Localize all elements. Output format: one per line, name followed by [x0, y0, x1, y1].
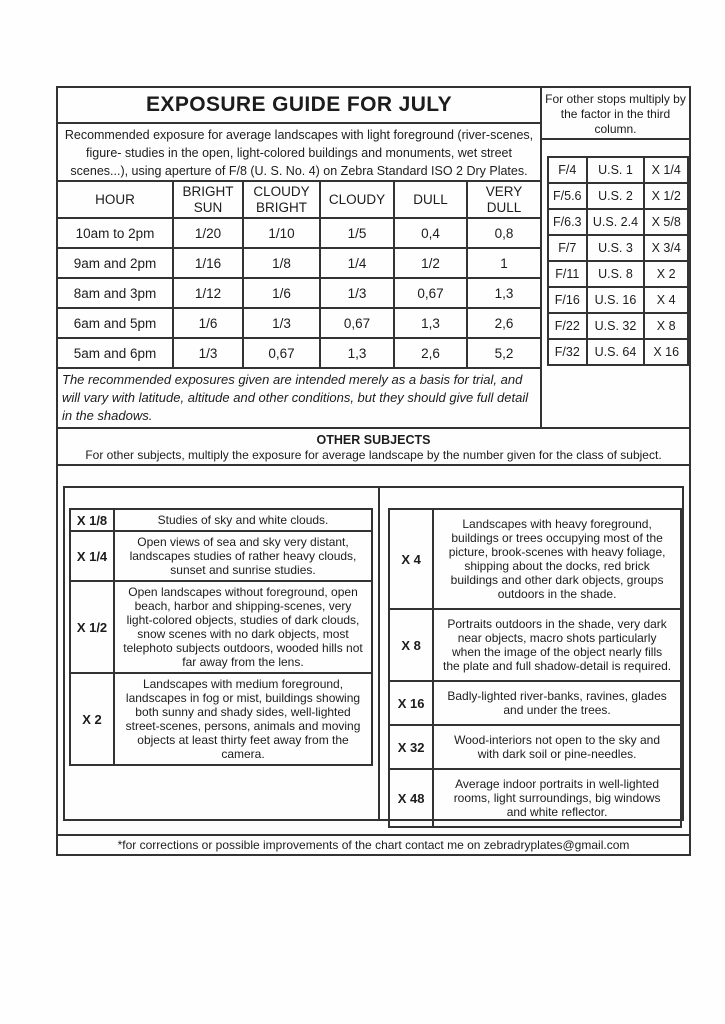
- factor-cell: X 1/4: [644, 157, 688, 183]
- value-cell: 1,3: [394, 308, 467, 338]
- aperture-cell: F/5.6: [548, 183, 587, 209]
- value-cell: 1/6: [173, 308, 243, 338]
- column-header-cloudy: CLOUDY: [320, 182, 394, 218]
- table-row: [58, 248, 540, 278]
- us-number-cell: U.S. 64: [587, 339, 645, 365]
- exposure-table-header-row: [58, 182, 540, 218]
- hour-cell: 6am and 5pm: [58, 308, 173, 338]
- multiplier-description: Wood-interiors not open to the sky and with dark soil or pine-needles.: [433, 725, 681, 769]
- aperture-cell: F/22: [548, 313, 587, 339]
- multiplier-row: [70, 581, 372, 673]
- value-cell: 0,8: [467, 218, 540, 248]
- column-header-dull: DULL: [394, 182, 467, 218]
- column-header-cloudy-bright: CLOUDY BRIGHT: [243, 182, 320, 218]
- multiplier-description: Portraits outdoors in the shade, very dark near objects, macro shots particularly when the image of the object nearly fills the plate and full shadow-detail is required.: [433, 609, 681, 681]
- us-number-cell: U.S. 1: [587, 157, 645, 183]
- fstop-row: [548, 261, 688, 287]
- us-number-cell: U.S. 2: [587, 183, 645, 209]
- table-row: [58, 218, 540, 248]
- multiplier-factor: X 16: [389, 681, 433, 725]
- value-cell: 1/16: [173, 248, 243, 278]
- column-header-very-dull: VERY DULL: [467, 182, 540, 218]
- value-cell: 2,6: [467, 308, 540, 338]
- multiplier-factor: X 4: [389, 509, 433, 609]
- table-row: [58, 278, 540, 308]
- hour-cell: 8am and 3pm: [58, 278, 173, 308]
- table-row: [58, 308, 540, 338]
- aperture-cell: F/11: [548, 261, 587, 287]
- multiplier-row: [70, 509, 372, 531]
- fstop-row: [548, 209, 688, 235]
- multiplier-description: Average indoor portraits in well-lighted rooms, light surroundings, big windows and white reflector.: [433, 769, 681, 827]
- multiplier-row: [389, 725, 681, 769]
- multiplier-box: [63, 486, 684, 821]
- value-cell: 1/12: [173, 278, 243, 308]
- column-header-hour: HOUR: [58, 182, 173, 218]
- exposure-guide-chart: [56, 86, 691, 856]
- value-cell: 1/6: [243, 278, 320, 308]
- hour-cell: 10am to 2pm: [58, 218, 173, 248]
- aperture-cell: F/6.3: [548, 209, 587, 235]
- multiplier-description: Open landscapes without foreground, open beach, harbor and shipping-scenes, very light-colored objects, studies of dark clouds, snow scenes with no dark objects, most telephoto subjects outdoors, wooded hills not far away from the lens.: [114, 581, 372, 673]
- value-cell: 2,6: [394, 338, 467, 367]
- aperture-cell: F/4: [548, 157, 587, 183]
- value-cell: 0,67: [320, 308, 394, 338]
- table-row: [58, 338, 540, 367]
- value-cell: 1/3: [320, 278, 394, 308]
- us-number-cell: U.S. 2.4: [587, 209, 645, 235]
- multiplier-factor: X 32: [389, 725, 433, 769]
- factor-cell: X 2: [644, 261, 688, 287]
- factor-cell: X 16: [644, 339, 688, 365]
- us-number-cell: U.S. 3: [587, 235, 645, 261]
- hour-cell: 9am and 2pm: [58, 248, 173, 278]
- hour-cell: 5am and 6pm: [58, 338, 173, 367]
- aperture-cell: F/7: [548, 235, 587, 261]
- fstop-row: [548, 339, 688, 365]
- multiplier-description: Landscapes with heavy foreground, buildings or trees occupying most of the picture, brook-scenes with heavy foliage, shipping about the docks, red brick buildings and other dark objects, groups outdoors in the shade.: [433, 509, 681, 609]
- aperture-cell: F/16: [548, 287, 587, 313]
- multiplier-factor: X 2: [70, 673, 114, 765]
- footer-contact-note: *for corrections or possible improvements of the chart contact me on zebradryplates@gmail.com: [58, 834, 689, 854]
- value-cell: 1/20: [173, 218, 243, 248]
- value-cell: 1: [467, 248, 540, 278]
- factor-cell: X 8: [644, 313, 688, 339]
- multiplier-factor: X 8: [389, 609, 433, 681]
- other-subjects-section: [58, 464, 689, 834]
- other-subjects-subtitle: For other subjects, multiply the exposure for average landscape by the number given for the class of subject.: [85, 448, 662, 462]
- multiplier-right-half: [378, 488, 682, 819]
- value-cell: 1,3: [320, 338, 394, 367]
- multiplier-factor: X 1/2: [70, 581, 114, 673]
- multiplier-table-right: [388, 508, 682, 828]
- exposure-table: [58, 182, 540, 367]
- stops-caption: For other stops multiply by the factor in the third column.: [542, 88, 689, 140]
- other-subjects-header: [58, 427, 689, 464]
- factor-cell: X 5/8: [644, 209, 688, 235]
- multiplier-description: Badly-lighted river-banks, ravines, glades and under the trees.: [433, 681, 681, 725]
- value-cell: 0,67: [394, 278, 467, 308]
- multiplier-description: Open views of sea and sky very distant, landscapes studies of rather heavy clouds, sunset and sunrise studies.: [114, 531, 372, 581]
- stops-panel: [540, 88, 689, 427]
- multiplier-description: Landscapes with medium foreground, landscapes in fog or mist, buildings showing both sunny and shady sides, well-lighted street-scenes, persons, animals and moving objects at least thirty feet away from the camera.: [114, 673, 372, 765]
- factor-cell: X 4: [644, 287, 688, 313]
- multiplier-row: [70, 673, 372, 765]
- fstop-row: [548, 287, 688, 313]
- value-cell: 1/2: [394, 248, 467, 278]
- page-title: EXPOSURE GUIDE FOR JULY: [58, 88, 540, 124]
- multiplier-description: Studies of sky and white clouds.: [114, 509, 372, 531]
- value-cell: 1/10: [243, 218, 320, 248]
- factor-cell: X 3/4: [644, 235, 688, 261]
- us-number-cell: U.S. 8: [587, 261, 645, 287]
- upper-section: [58, 88, 689, 427]
- value-cell: 1/8: [243, 248, 320, 278]
- value-cell: 1/5: [320, 218, 394, 248]
- us-number-cell: U.S. 16: [587, 287, 645, 313]
- fstop-row: [548, 235, 688, 261]
- multiplier-row: [389, 509, 681, 609]
- multiplier-factor: X 48: [389, 769, 433, 827]
- multiplier-factor: X 1/4: [70, 531, 114, 581]
- value-cell: 1,3: [467, 278, 540, 308]
- value-cell: 1/3: [173, 338, 243, 367]
- multiplier-row: [389, 769, 681, 827]
- upper-left-column: [58, 88, 540, 427]
- disclaimer-note: The recommended exposures given are intended merely as a basis for trial, and will vary with latitude, altitude and other conditions, but they should give full detail in the shadows.: [58, 367, 540, 427]
- multiplier-row: [389, 681, 681, 725]
- intro-text: Recommended exposure for average landscapes with light foreground (river-scenes, figure- studies in the open, light-colored buildings and monuments, wet street scenes...), using aperture of F/8 (U. S. No. 4) on Zebra Standard ISO 2 Dry Plates.: [58, 124, 540, 182]
- multiplier-table-left: [69, 508, 373, 766]
- aperture-cell: F/32: [548, 339, 587, 365]
- other-subjects-title: OTHER SUBJECTS: [316, 433, 431, 447]
- us-number-cell: U.S. 32: [587, 313, 645, 339]
- multiplier-row: [389, 609, 681, 681]
- multiplier-row: [70, 531, 372, 581]
- value-cell: 1/3: [243, 308, 320, 338]
- fstop-row: [548, 157, 688, 183]
- column-header-bright-sun: BRIGHT SUN: [173, 182, 243, 218]
- value-cell: 0,4: [394, 218, 467, 248]
- multiplier-left-half: [65, 488, 378, 819]
- factor-cell: X 1/2: [644, 183, 688, 209]
- value-cell: 0,67: [243, 338, 320, 367]
- multiplier-factor: X 1/8: [70, 509, 114, 531]
- fstop-row: [548, 183, 688, 209]
- value-cell: 5,2: [467, 338, 540, 367]
- value-cell: 1/4: [320, 248, 394, 278]
- fstop-table: [547, 156, 689, 366]
- fstop-row: [548, 313, 688, 339]
